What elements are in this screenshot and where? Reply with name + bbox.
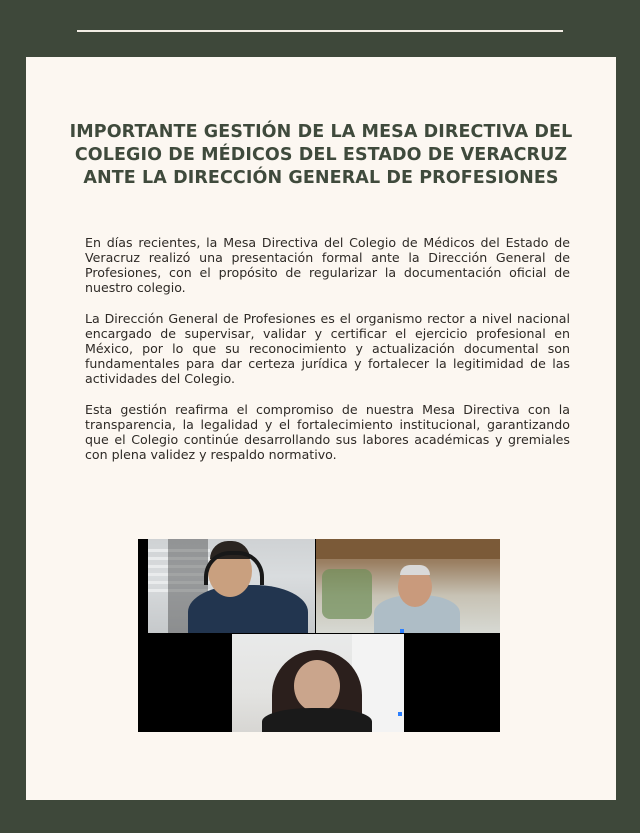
video-call-photo <box>138 539 500 732</box>
article-card <box>26 57 616 800</box>
top-divider <box>77 30 563 32</box>
participant-tile-1 <box>148 539 315 633</box>
participant-tile-3 <box>232 634 404 732</box>
paragraph-3: Esta gestión reafirma el compromiso de nuestra Mesa Directiva con la transparencia, la legalidad y el fortalecimiento institucional, garantizando que el Colegio continúe desarrollando sus labores académicas y gremiales con plena validez y respaldo normativo. <box>85 402 570 462</box>
paragraph-1: En días recientes, la Mesa Directiva del Colegio de Médicos del Estado de Veracruz realizó una presentación formal ante la Dirección General de Profesiones, con el propósito de regularizar la documentación oficial de nuestro colegio. <box>85 235 570 295</box>
article-body <box>85 235 570 478</box>
participant-tile-2 <box>316 539 500 633</box>
article-title: IMPORTANTE GESTIÓN DE LA MESA DIRECTIVA DEL COLEGIO DE MÉDICOS DEL ESTADO DE VERACRUZ ANTE LA DIRECCIÓN GENERAL DE PROFESIONES <box>69 122 573 188</box>
paragraph-2: La Dirección General de Profesiones es el organismo rector a nivel nacional encargado de supervisar, validar y certificar el ejercicio profesional en México, por lo que su reconocimiento y actualización documental son fundamentales para dar certeza jurídica y fortalecer la legitimidad de las actividades del Colegio. <box>85 311 570 386</box>
